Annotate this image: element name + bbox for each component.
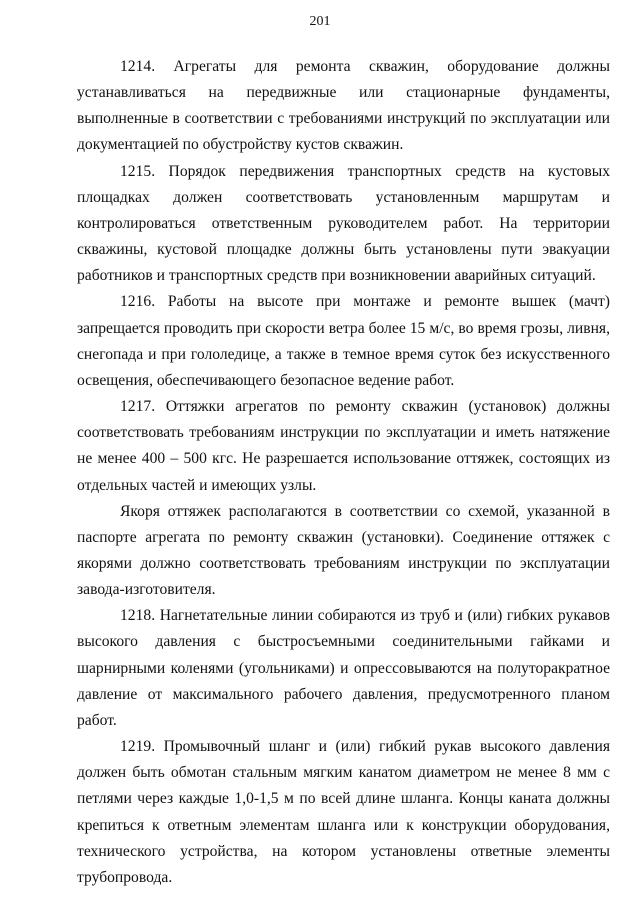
paragraph-1219: 1219. Промывочный шланг и (или) гибкий рукав высокого давления должен быть обмотан стальным мягким канатом диаметром не менее 8 мм с петлями через каждые 1,0-1,5 м по всей длине шланга. Концы каната должны крепиться к ответным элементам шланга или к конструкции оборудования, технического устройства, на котором установлены ответные элементы трубопровода. [77, 738, 610, 886]
page-number: 201 [309, 14, 331, 29]
document-body [77, 54, 610, 891]
paragraph-1218: 1218. Нагнетательные линии собираются из труб и (или) гибких рукавов высокого давления с быстросъемными соединительными гайками и шарнирными коленями (угольниками) и опрессовываются на полуторакратное давление от максимального рабочего давления, предусмотренного планом работ. [77, 607, 610, 729]
paragraph-1217: 1217. Оттяжки агрегатов по ремонту скважин (установок) должны соответствовать требованиям инструкции по эксплуатации и иметь натяжение не менее 400 – 500 кгс. Не разрешается использование оттяжек, состоящих из отдельных частей и имеющих узлы. [77, 398, 610, 494]
paragraph-1216: 1216. Работы на высоте при монтаже и ремонте вышек (мачт) запрещается проводить при скорости ветра более 15 м/с, во время грозы, ливня, снегопада и при гололедице, а также в темное время суток без искусственного освещения, обеспечивающего безопасное ведение работ. [77, 293, 610, 389]
paragraph-1214: 1214. Агрегаты для ремонта скважин, оборудование должны устанавливаться на передвижные или стационарные фундаменты, выполненные в соответствии с требованиями инструкций по эксплуатации или документацией по обустройству кустов скважин. [77, 58, 610, 154]
paragraph-1217-anchors: Якоря оттяжек располагаются в соответствии со схемой, указанной в паспорте агрегата по ремонту скважин (установки). Соединение оттяжек с якорями должно соответствовать требованиям инструкции по эксплуатации завода-изготовителя. [77, 502, 610, 599]
paragraph-1215: 1215. Порядок передвижения транспортных средств на кустовых площадках должен соответствовать установленным маршрутам и контролироваться ответственным руководителем работ. На территории скважины, кустовой площадке должны быть установлены пути эвакуации работников и транспортных средств при возникновении аварийных ситуаций. [77, 162, 610, 285]
